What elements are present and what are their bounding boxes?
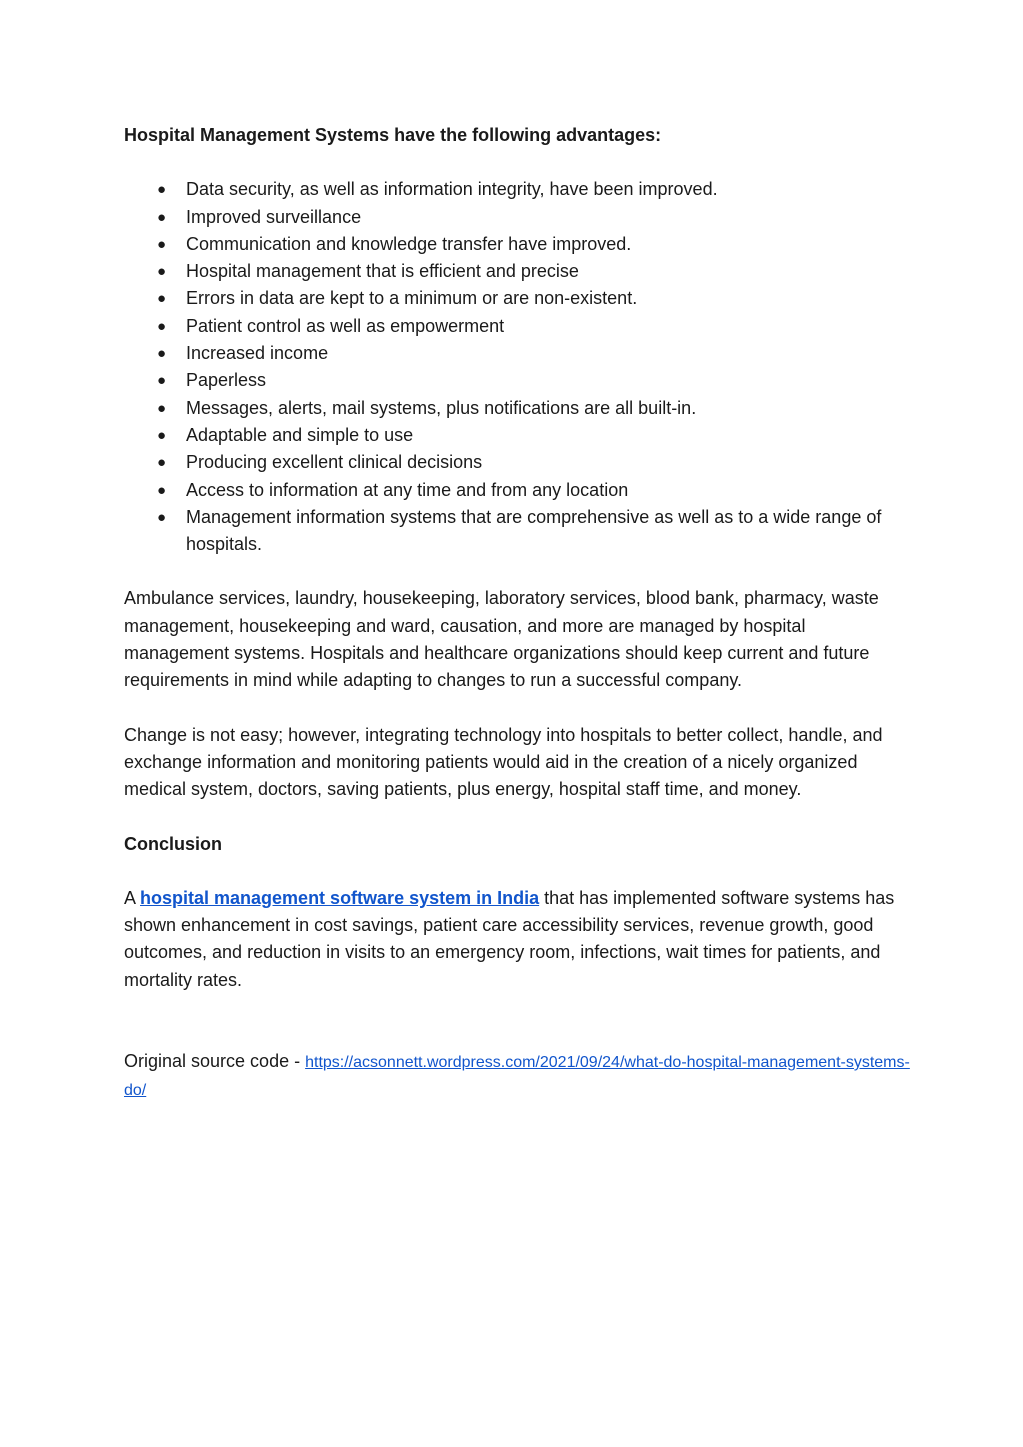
list-item-text: Communication and knowledge transfer have improved.	[186, 233, 632, 254]
list-item	[124, 367, 914, 394]
list-item	[124, 231, 914, 258]
bullet-icon: ●	[157, 345, 167, 363]
conclusion-suffix: that has implemented software systems has shown enhancement in cost savings, patient care accessibility services, revenue growth, good outcomes, and reduction in visits to an emergency room, infections, wait times for patients, and mortality rates.	[124, 887, 895, 990]
bullet-icon: ●	[157, 263, 167, 281]
source-label: Original source code -	[124, 1051, 306, 1072]
list-item-text: Increased income	[186, 343, 329, 364]
list-item-text: Access to information at any time and from any location	[186, 479, 629, 500]
hospital-software-link[interactable]: hospital management software system in India	[140, 887, 540, 908]
document-page	[124, 122, 914, 1104]
services-paragraph: Ambulance services, laundry, housekeeping, laboratory services, blood bank, pharmacy, waste management, housekeeping and ward, causation, and more are managed by hospital management systems. Hospitals and healthcare organizations should keep current and future requirements in mind while adapting to changes to run a successful company.	[124, 588, 879, 691]
bullet-icon: ●	[157, 235, 167, 253]
list-item	[124, 176, 914, 203]
list-item	[124, 285, 914, 312]
bullet-icon: ●	[157, 399, 167, 417]
list-item	[124, 204, 914, 231]
bullet-icon: ●	[157, 372, 167, 390]
list-item-text: Errors in data are kept to a minimum or are non-existent.	[186, 288, 638, 309]
list-item	[124, 504, 914, 559]
conclusion-paragraph	[124, 885, 914, 994]
change-paragraph: Change is not easy; however, integrating technology into hospitals to better collect, handle, and exchange information and monitoring patients would aid in the creation of a nicely organized medical system, doctors, saving patients, plus energy, hospital staff time, and money.	[124, 724, 883, 800]
source-line	[124, 1048, 914, 1104]
conclusion-heading: Conclusion	[124, 833, 222, 854]
bullet-icon: ●	[157, 208, 167, 226]
list-item-text: Improved surveillance	[186, 206, 362, 227]
bullet-icon: ●	[157, 290, 167, 308]
list-item	[124, 258, 914, 285]
list-item	[124, 395, 914, 422]
source-url-link[interactable]: https://acsonnett.wordpress.com/2021/09/24/what-do-hospital-management-systems-do/	[124, 1054, 910, 1100]
list-item	[124, 449, 914, 476]
bullet-icon: ●	[157, 481, 167, 499]
list-item-text: Management information systems that are comprehensive as well as to a wide range of hospitals.	[186, 506, 882, 555]
list-item	[124, 340, 914, 367]
bullet-icon: ●	[157, 454, 167, 472]
bullet-icon: ●	[157, 508, 167, 526]
list-item-text: Producing excellent clinical decisions	[186, 452, 483, 473]
list-item-text: Paperless	[186, 370, 267, 391]
bullet-icon: ●	[157, 317, 167, 335]
list-item	[124, 313, 914, 340]
conclusion-prefix: A	[124, 887, 141, 908]
list-item-text: Patient control as well as empowerment	[186, 315, 505, 336]
list-item	[124, 422, 914, 449]
bullet-icon: ●	[157, 181, 167, 199]
advantages-list	[124, 176, 914, 558]
bullet-icon: ●	[157, 426, 167, 444]
list-item-text: Adaptable and simple to use	[186, 424, 414, 445]
advantages-heading: Hospital Management Systems have the following advantages:	[124, 125, 662, 145]
list-item-text: Hospital management that is efficient and precise	[186, 261, 579, 282]
list-item-text: Data security, as well as information integrity, have been improved.	[186, 179, 718, 200]
list-item-text: Messages, alerts, mail systems, plus notifications are all built-in.	[186, 397, 697, 418]
list-item	[124, 477, 914, 504]
